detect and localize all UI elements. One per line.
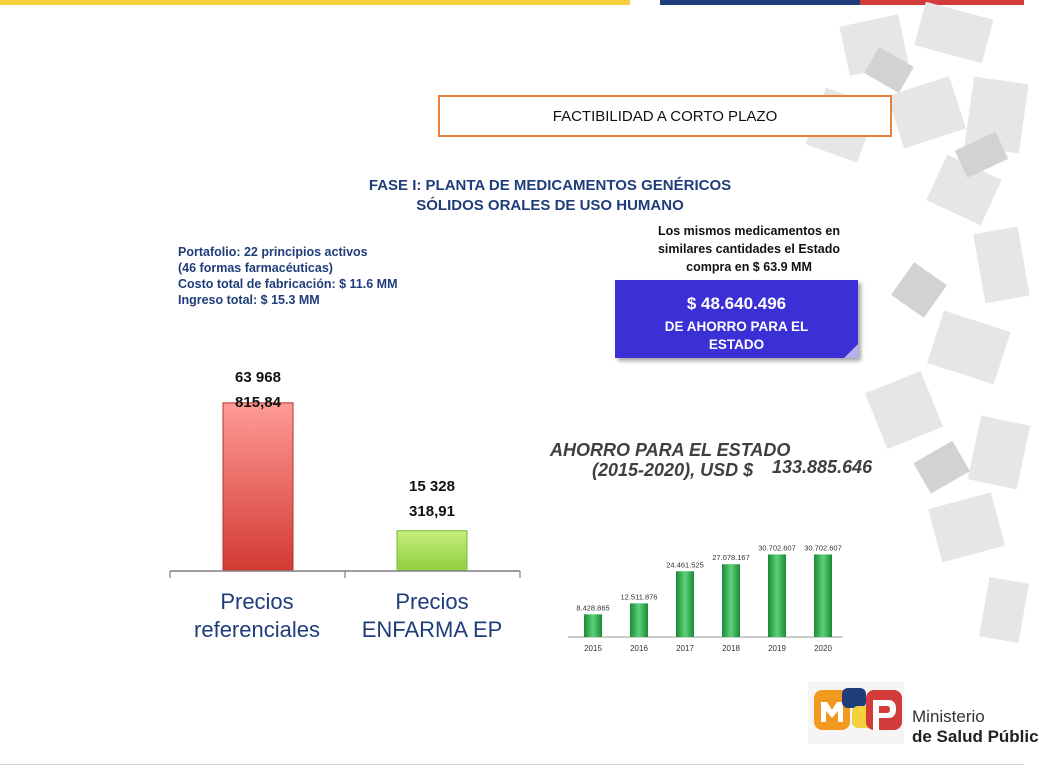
phase-title-line2: SÓLIDOS ORALES DE USO HUMANO [416,197,684,214]
purchase-note [630,222,868,276]
savings-tick-label: 2019 [768,644,786,653]
phase-title-line1: FASE I: PLANTA DE MEDICAMENTOS GENÉRICOS [368,177,732,194]
ministry-line2: de Salud Públic [912,727,1039,746]
savings-data-label: 12.511.876 [620,592,658,602]
ministry-line1: Ministerio [912,707,985,726]
header-box [438,95,892,137]
savings-chart-total: 133.885.646 [772,457,873,477]
bottom-line [0,764,1024,765]
savings-chart-title: AHORRO PARA EL ESTADO [550,440,791,460]
savings-bar-2017 [676,571,694,637]
phase-title [300,176,800,216]
portfolio-line2: (46 formas farmacéuticas) [178,261,333,275]
savings-line1: DE AHORRO PARA EL [664,319,809,334]
portfolio-line4: Ingreso total: $ 15.3 MM [178,293,320,307]
category-1-line2: referenciales [194,617,320,642]
savings-line2: ESTADO [708,337,765,352]
savings-bar-2020 [814,554,832,637]
savings-tick-label: 2015 [584,644,602,653]
ministry-name [912,707,1039,747]
savings-bar-2016 [630,603,648,637]
savings-callout [615,280,858,358]
price-value-label-2a: 15 328 [409,478,455,495]
savings-data-label: 30.702.607 [804,543,842,553]
savings-data-label: 24.461.525 [666,560,704,570]
price-bar-1 [223,403,293,571]
portfolio-line3: Costo total de fabricación: $ 11.6 MM [178,277,398,291]
price-bar-2 [397,531,467,571]
savings-chart [548,430,888,665]
price-value-label-1a: 63 968 [235,369,281,386]
category-1-line1: Precios [220,589,294,614]
note-line2: similares cantidades el Estado [657,242,841,256]
savings-tick-label: 2017 [676,644,694,653]
savings-chart-subtitle: (2015-2020), USD $ [592,460,754,480]
price-category-label [347,588,517,644]
portfolio-info [178,244,458,308]
msp-logo [808,676,908,752]
price-value-label-2b: 318,91 [409,503,455,520]
savings-amount: $ 48.640.496 [686,294,787,313]
savings-data-label: 8.428.865 [576,603,610,613]
price-category-label [172,588,342,644]
price-value-label-1b: 815,84 [235,394,281,411]
price-value-label [198,365,318,415]
header-title: FACTIBILIDAD A CORTO PLAZO [552,107,778,125]
category-2-line1: Precios [395,589,469,614]
category-2-line2: ENFARMA EP [361,617,503,642]
note-line3: compra en $ 63.9 MM [686,260,812,274]
savings-data-label: 30.702.607 [758,543,796,553]
portfolio-line1: Portafolio: 22 principios activos [178,245,368,259]
savings-tick-label: 2018 [722,644,740,653]
savings-bar-2015 [584,614,602,637]
savings-data-label: 27.078.167 [712,553,750,563]
savings-tick-label: 2016 [630,644,648,653]
note-line1: Los mismos medicamentos en [657,224,840,238]
savings-bar-2018 [722,564,740,637]
savings-bar-2019 [768,554,786,637]
savings-tick-label: 2020 [814,644,832,653]
price-value-label [372,474,492,524]
